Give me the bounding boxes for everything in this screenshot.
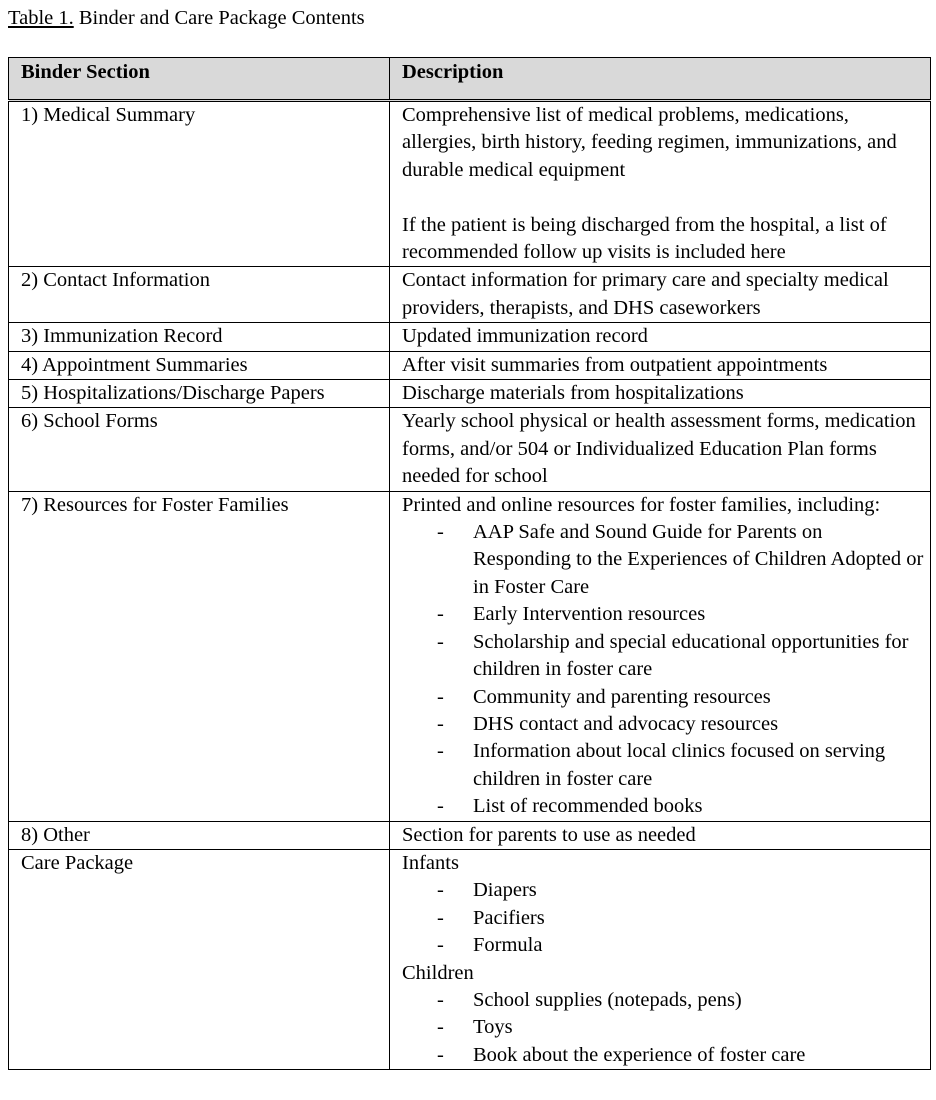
list-item-text: Diapers <box>473 879 537 902</box>
description-paragraph: If the patient is being discharged from the hospital, a list of recommended follow up visits is included here <box>402 213 887 264</box>
list-item <box>402 905 924 932</box>
dash-bullet: - <box>437 685 444 708</box>
dash-bullet: - <box>437 988 444 1011</box>
table-row <box>9 380 931 408</box>
header-description: Description <box>390 58 931 101</box>
list-item-text: Community and parenting resources <box>473 685 771 708</box>
list-item <box>402 519 924 601</box>
care-package-label: Care Package <box>9 849 390 1069</box>
care-package-description <box>390 849 931 1069</box>
table-caption-title: Binder and Care Package Contents <box>78 7 365 29</box>
list-item <box>402 738 924 793</box>
list-item-text: Toys <box>473 1016 513 1039</box>
list-item <box>402 1014 924 1041</box>
list-item-text: AAP Safe and Sound Guide for Parents on Responding to the Experiences of Children Adopted or in Foster Care <box>473 521 924 598</box>
list-item <box>402 932 924 959</box>
dash-bullet: - <box>437 879 444 902</box>
dash-bullet: - <box>437 630 444 653</box>
dash-bullet: - <box>437 906 444 929</box>
list-item <box>402 987 924 1014</box>
list-item-text: Book about the experience of foster care <box>473 1043 806 1066</box>
resource-list <box>402 519 924 820</box>
table-row <box>9 821 931 849</box>
dash-bullet: - <box>437 521 444 544</box>
list-item-text: Early Intervention resources <box>473 603 706 626</box>
description-cell: Section for parents to use as needed <box>390 821 931 849</box>
section-cell: 4) Appointment Summaries <box>9 351 390 379</box>
dash-bullet: - <box>437 603 444 626</box>
dash-bullet: - <box>437 934 444 957</box>
list-item-text: Pacifiers <box>473 906 545 929</box>
section-cell: 8) Other <box>9 821 390 849</box>
list-item-text: School supplies (notepads, pens) <box>473 988 742 1011</box>
table-caption-label: Table 1. <box>8 7 74 29</box>
list-item <box>402 793 924 820</box>
section-cell: 5) Hospitalizations/Discharge Papers <box>9 380 390 408</box>
list-item-text: Scholarship and special educational opportunities for children in foster care <box>473 630 909 681</box>
list-item-text: Formula <box>473 934 543 957</box>
binder-contents-table <box>8 57 931 1070</box>
description-intro: Printed and online resources for foster families, including: <box>402 493 881 516</box>
section-cell: 7) Resources for Foster Families <box>9 491 390 821</box>
list-item <box>402 711 924 738</box>
infants-list <box>402 877 924 959</box>
table-caption <box>8 6 365 30</box>
care-package-row <box>9 849 931 1069</box>
description-cell <box>390 101 931 267</box>
dash-bullet: - <box>437 740 444 763</box>
section-cell: 2) Contact Information <box>9 267 390 323</box>
list-item <box>402 877 924 904</box>
list-item <box>402 601 924 628</box>
dash-bullet: - <box>437 712 444 735</box>
dash-bullet: - <box>437 1043 444 1066</box>
header-binder-section: Binder Section <box>9 58 390 101</box>
list-item-text: DHS contact and advocacy resources <box>473 712 779 735</box>
description-cell: Yearly school physical or health assessment forms, medication forms, and/or 504 or Individualized Education Plan forms needed for school <box>390 408 931 491</box>
dash-bullet: - <box>437 1016 444 1039</box>
care-group-heading: Infants <box>402 851 459 874</box>
section-cell: 6) School Forms <box>9 408 390 491</box>
list-item <box>402 684 924 711</box>
description-cell: Discharge materials from hospitalizations <box>390 380 931 408</box>
description-paragraph: Comprehensive list of medical problems, medications, allergies, birth history, feeding regimen, immunizations, and durable medical equipment <box>402 104 897 181</box>
table-row <box>9 101 931 267</box>
table-row <box>9 267 931 323</box>
table-row <box>9 351 931 379</box>
table-row <box>9 323 931 351</box>
description-cell: After visit summaries from outpatient appointments <box>390 351 931 379</box>
list-item-text: List of recommended books <box>473 795 703 818</box>
dash-bullet: - <box>437 795 444 818</box>
children-list <box>402 987 924 1069</box>
care-group-heading: Children <box>402 961 474 984</box>
section-cell: 1) Medical Summary <box>9 101 390 267</box>
section-cell: 3) Immunization Record <box>9 323 390 351</box>
table-row <box>9 491 931 821</box>
list-item <box>402 1042 924 1069</box>
table-row <box>9 408 931 491</box>
list-item <box>402 629 924 684</box>
description-cell <box>390 491 931 821</box>
description-cell: Updated immunization record <box>390 323 931 351</box>
table-header-row <box>9 58 931 101</box>
list-item-text: Information about local clinics focused on serving children in foster care <box>473 740 886 790</box>
description-cell: Contact information for primary care and specialty medical providers, therapists, and DHS caseworkers <box>390 267 931 323</box>
